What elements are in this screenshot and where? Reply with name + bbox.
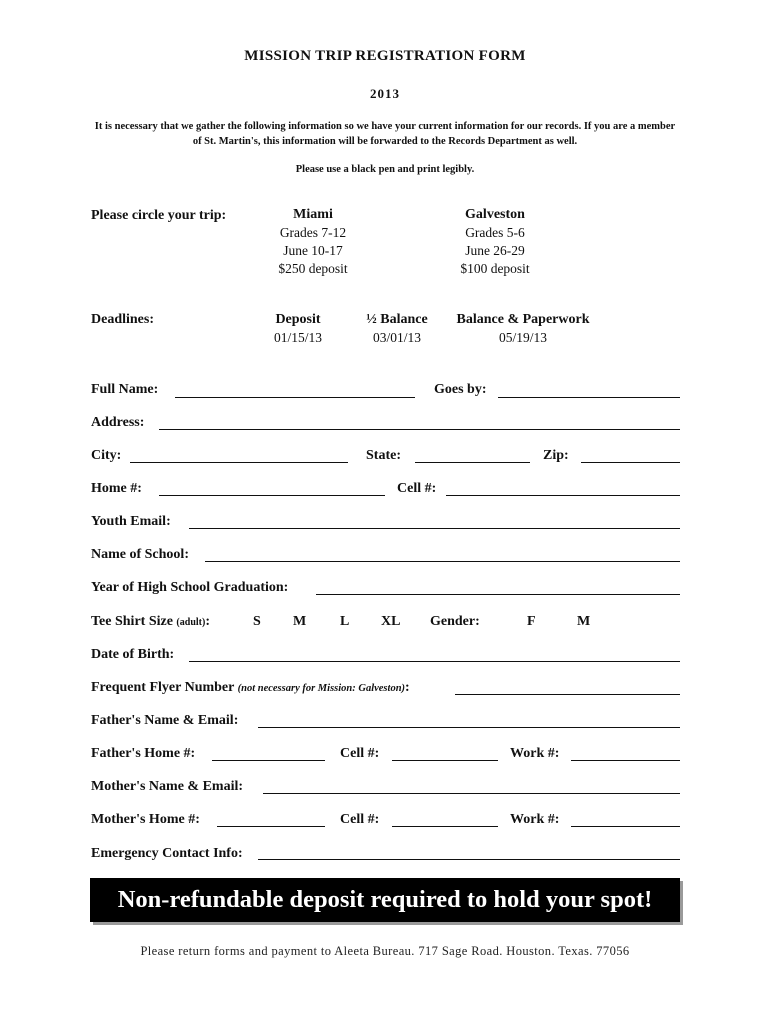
state-label: State: bbox=[366, 448, 401, 463]
dob-field[interactable] bbox=[189, 661, 680, 662]
tee-size-note: (adult) bbox=[176, 617, 206, 628]
father-name-label: Father's Name & Email: bbox=[91, 713, 239, 728]
trip-deposit: $250 deposit bbox=[278, 261, 348, 276]
goes-by-field[interactable] bbox=[498, 397, 680, 398]
tee-size-text: Tee Shirt Size bbox=[91, 614, 177, 629]
deadline-half-balance bbox=[354, 311, 440, 347]
mother-name-field[interactable] bbox=[263, 793, 680, 794]
state-field[interactable] bbox=[415, 462, 530, 463]
flyer-colon: : bbox=[405, 680, 410, 695]
father-name-field[interactable] bbox=[258, 727, 680, 728]
deadline-date: 03/01/13 bbox=[372, 330, 421, 345]
deadline-heading: Balance & Paperwork bbox=[456, 312, 590, 327]
grad-year-field[interactable] bbox=[316, 594, 680, 595]
trip-grades: Grades 5-6 bbox=[465, 225, 525, 240]
mother-name-label: Mother's Name & Email: bbox=[91, 779, 244, 794]
form-year: 2013 bbox=[370, 86, 400, 101]
mother-work-label: Work #: bbox=[510, 812, 560, 827]
home-phone-field[interactable] bbox=[159, 495, 385, 496]
size-option-xl[interactable]: XL bbox=[381, 614, 401, 629]
flyer-text: Frequent Flyer Number bbox=[91, 680, 238, 695]
father-work-field[interactable] bbox=[571, 760, 680, 761]
school-label: Name of School: bbox=[91, 547, 189, 562]
gender-option-f[interactable]: F bbox=[527, 614, 536, 629]
full-name-field[interactable] bbox=[175, 397, 415, 398]
gender-option-m[interactable]: M bbox=[577, 614, 591, 629]
emergency-label: Emergency Contact Info: bbox=[91, 846, 243, 861]
size-option-s[interactable]: S bbox=[253, 614, 261, 629]
trip-dates: June 10-17 bbox=[283, 243, 343, 258]
deadlines-label: Deadlines: bbox=[91, 312, 154, 327]
trip-dates: June 26-29 bbox=[465, 243, 525, 258]
father-cell-field[interactable] bbox=[392, 760, 498, 761]
father-home-field[interactable] bbox=[212, 760, 325, 761]
youth-email-label: Youth Email: bbox=[91, 514, 171, 529]
size-option-m[interactable]: M bbox=[293, 614, 307, 629]
return-instructions: Please return forms and payment to Aleeta Bureau. 717 Sage Road. Houston. Texas. 77056 bbox=[140, 944, 630, 958]
flyer-field[interactable] bbox=[455, 694, 680, 695]
pen-instruction: Please use a black pen and print legibly. bbox=[295, 164, 475, 175]
goes-by-label: Goes by: bbox=[434, 382, 487, 397]
address-field[interactable] bbox=[159, 429, 680, 430]
youth-email-field[interactable] bbox=[189, 528, 680, 529]
deadline-heading: Deposit bbox=[275, 312, 321, 327]
size-option-l[interactable]: L bbox=[340, 614, 350, 629]
deposit-banner: Non-refundable deposit required to hold your spot! bbox=[90, 878, 680, 922]
home-phone-label: Home #: bbox=[91, 481, 142, 496]
mother-cell-label: Cell #: bbox=[340, 812, 380, 827]
flyer-label bbox=[91, 680, 410, 696]
emergency-field[interactable] bbox=[258, 859, 680, 860]
trip-label: Please circle your trip: bbox=[91, 208, 227, 223]
full-name-label: Full Name: bbox=[91, 382, 159, 397]
deadline-date: 01/15/13 bbox=[273, 330, 322, 345]
form-title: MISSION TRIP REGISTRATION FORM bbox=[244, 48, 526, 64]
school-field[interactable] bbox=[205, 561, 680, 562]
cell-phone-field[interactable] bbox=[446, 495, 680, 496]
city-label: City: bbox=[91, 448, 122, 463]
trip-name: Miami bbox=[293, 207, 333, 222]
zip-field[interactable] bbox=[581, 462, 680, 463]
address-label: Address: bbox=[91, 415, 145, 430]
intro-text: It is necessary that we gather the following information so we have your current information for our records. If you are a member of St. Martin's, this information will be forwarded to the Records Department as well. bbox=[94, 121, 676, 147]
dob-label: Date of Birth: bbox=[91, 647, 175, 662]
trip-option-miami[interactable] bbox=[248, 206, 378, 278]
father-work-label: Work #: bbox=[510, 746, 560, 761]
mother-cell-field[interactable] bbox=[392, 826, 498, 827]
city-field[interactable] bbox=[130, 462, 348, 463]
deadline-date: 05/19/13 bbox=[498, 330, 547, 345]
flyer-note: (not necessary for Mission: Galveston) bbox=[237, 683, 406, 694]
tee-size-label bbox=[91, 614, 210, 630]
zip-label: Zip: bbox=[543, 448, 569, 463]
trip-deposit: $100 deposit bbox=[460, 261, 530, 276]
mother-work-field[interactable] bbox=[571, 826, 680, 827]
father-home-label: Father's Home #: bbox=[91, 746, 196, 761]
deadline-balance-paperwork bbox=[448, 311, 598, 347]
trip-option-galveston[interactable] bbox=[430, 206, 560, 278]
father-cell-label: Cell #: bbox=[340, 746, 380, 761]
grad-year-label: Year of High School Graduation: bbox=[91, 580, 289, 595]
mother-home-label: Mother's Home #: bbox=[91, 812, 200, 827]
deadline-deposit bbox=[258, 311, 338, 347]
trip-grades: Grades 7-12 bbox=[279, 225, 347, 240]
mother-home-field[interactable] bbox=[217, 826, 325, 827]
trip-name: Galveston bbox=[465, 207, 525, 222]
tee-size-colon: : bbox=[205, 614, 210, 629]
deadline-heading: ½ Balance bbox=[366, 312, 428, 327]
cell-phone-label: Cell #: bbox=[397, 481, 437, 496]
gender-label: Gender: bbox=[430, 614, 480, 629]
